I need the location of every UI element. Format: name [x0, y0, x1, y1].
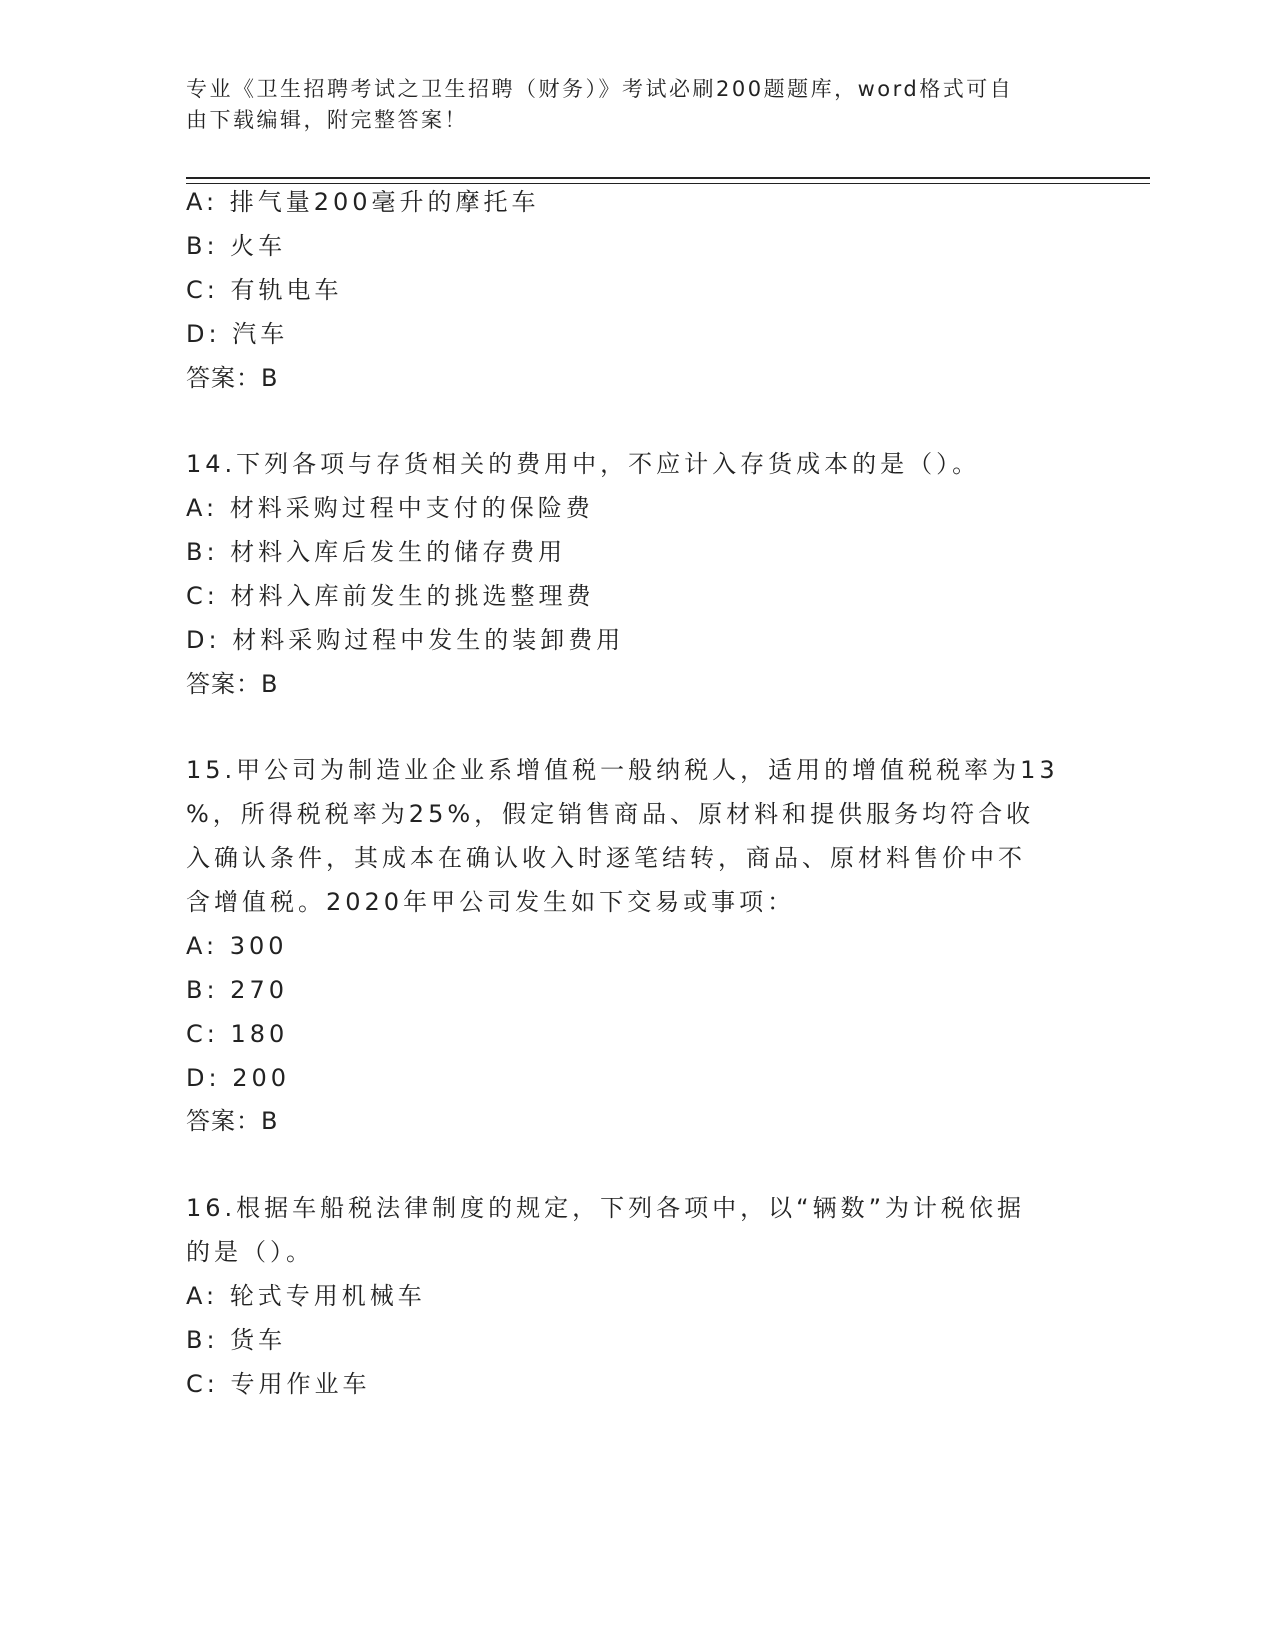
q15-stem-line-4: 含增值税。2020年甲公司发生如下交易或事项：: [186, 888, 796, 916]
q15-stem-line-3: 入确认条件，其成本在确认收入时逐笔结转，商品、原材料售价中不: [186, 844, 1026, 872]
q13-option-d: D: 汽车: [186, 320, 289, 348]
q15-option-d: D: 200: [186, 1064, 291, 1092]
header-line-2: 由下载编辑，附完整答案！: [186, 108, 468, 132]
q16-stem-line-2: 的是（）。: [186, 1238, 314, 1266]
q15-option-a: A: 300: [186, 932, 288, 960]
q14-answer: 答案：B: [186, 670, 279, 698]
q15-stem-line-1: 15.甲公司为制造业企业系增值税一般纳税人，适用的增值税税率为13: [186, 756, 1059, 784]
q16-stem-line-1: 16.根据车船税法律制度的规定，下列各项中，以“辆数”为计税依据: [186, 1194, 1026, 1222]
q15-option-b: B: 270: [186, 976, 288, 1004]
q16-option-b: B: 货车: [186, 1326, 287, 1354]
q15-answer: 答案：B: [186, 1107, 279, 1135]
q14-option-b: B: 材料入库后发生的储存费用: [186, 538, 567, 566]
document-header: [186, 74, 1066, 136]
q13-option-a: A: 排气量200毫升的摩托车: [186, 188, 540, 216]
q16-option-a: A: 轮式专用机械车: [186, 1282, 426, 1310]
q13-option-c: C: 有轨电车: [186, 276, 343, 304]
header-divider-thick: [186, 177, 1150, 179]
q15-option-c: C: 180: [186, 1020, 289, 1048]
q14-option-a: A: 材料采购过程中支付的保险费: [186, 494, 594, 522]
header-divider-thin: [186, 183, 1150, 184]
q13-answer: 答案：B: [186, 364, 279, 392]
q15-stem-line-2: %，所得税税率为25%，假定销售商品、原材料和提供服务均符合收: [186, 800, 1035, 828]
q14-stem-line-1: 14.下列各项与存货相关的费用中，不应计入存货成本的是（）。: [186, 450, 981, 478]
q13-option-b: B: 火车: [186, 232, 287, 260]
q16-option-c: C: 专用作业车: [186, 1370, 371, 1398]
header-line-1: 专业《卫生招聘考试之卫生招聘（财务）》考试必刷200题题库，word格式可自: [186, 77, 1014, 101]
q14-option-d: D: 材料采购过程中发生的装卸费用: [186, 626, 625, 654]
q14-option-c: C: 材料入库前发生的挑选整理费: [186, 582, 595, 610]
